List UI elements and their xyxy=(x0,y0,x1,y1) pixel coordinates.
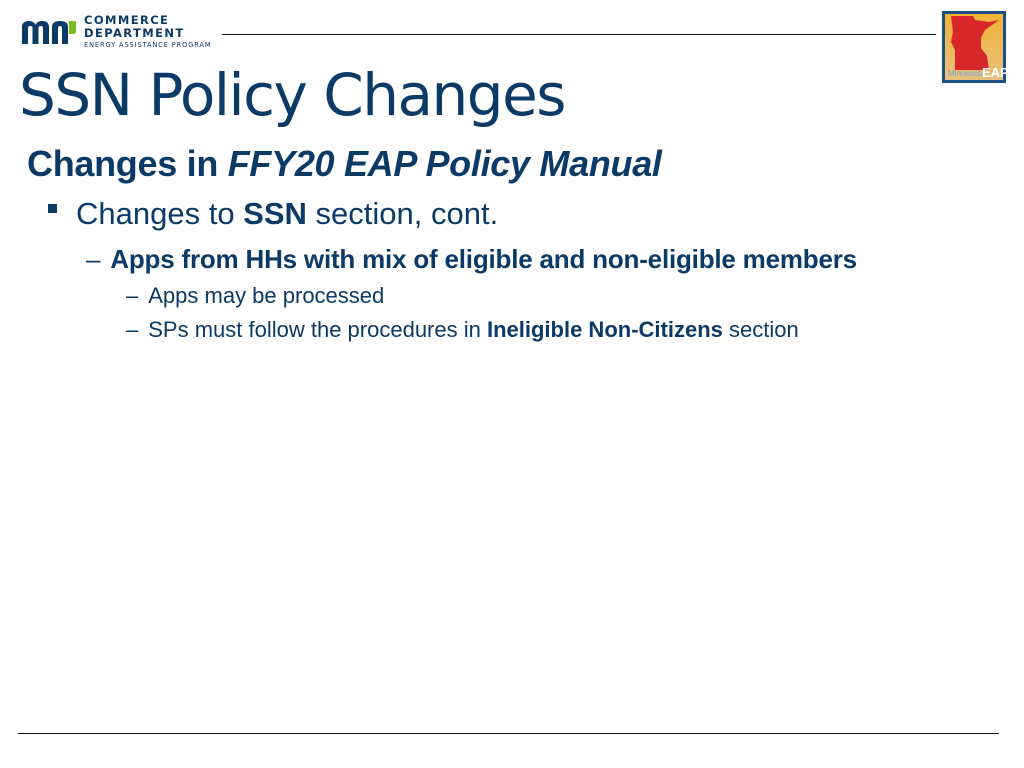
bullet-level1-suffix: section, cont. xyxy=(306,196,499,231)
bullet-level1-prefix: Changes to xyxy=(76,196,244,231)
dash-bullet-icon: – xyxy=(86,244,101,274)
bullet-level3-bold: Ineligible Non-Citizens xyxy=(486,317,723,342)
bullet-level3-suffix: section xyxy=(722,317,799,342)
logo-line-program: ENERGY ASSISTANCE PROGRAM xyxy=(84,41,212,49)
minnesota-map-icon xyxy=(945,14,1009,80)
bullet-level3-prefix: Apps may be processed xyxy=(148,283,385,308)
badge-text-minnesota: Minnesota xyxy=(948,69,985,78)
minnesota-eap-badge xyxy=(942,11,1009,83)
square-bullet-icon xyxy=(48,204,57,213)
slide-subtitle xyxy=(27,142,662,186)
subtitle-prefix: Changes in xyxy=(27,143,228,184)
subtitle-manual-name: FFY20 EAP Policy Manual xyxy=(227,143,662,184)
commerce-department-logo xyxy=(20,14,211,50)
badge-text-eap: EAP xyxy=(982,65,1009,80)
logo-line-department: DEPARTMENT xyxy=(84,26,185,40)
header-divider xyxy=(222,34,936,35)
bullet-level2 xyxy=(86,242,857,276)
bullet-level3-item xyxy=(126,282,384,310)
bullet-level1 xyxy=(48,194,498,234)
dash-bullet-icon: – xyxy=(126,317,139,342)
slide-title: SSN Policy Changes xyxy=(19,61,566,129)
bullet-level3-prefix: SPs must follow the procedures in xyxy=(148,317,487,342)
bullet-level2-text: Apps from HHs with mix of eligible and non-eligible members xyxy=(110,244,857,274)
footer-divider xyxy=(18,733,999,734)
bullet-level3-item xyxy=(126,316,799,344)
dash-bullet-icon: – xyxy=(126,283,139,308)
mn-logo-icon xyxy=(20,18,78,46)
bullet-level1-bold: SSN xyxy=(243,196,307,231)
logo-line-commerce: COMMERCE xyxy=(84,13,170,27)
